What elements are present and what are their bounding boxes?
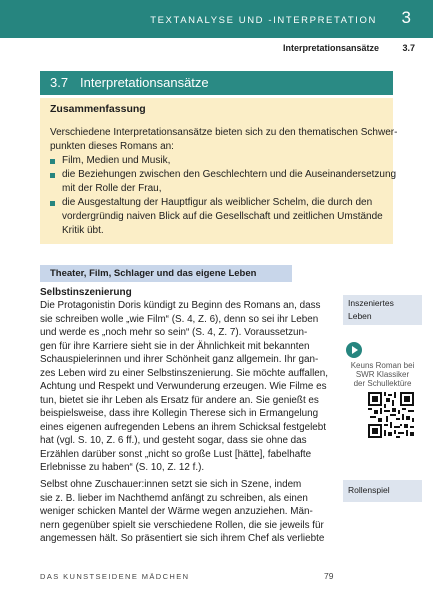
subsubsection-heading: Selbstinszenierung bbox=[40, 287, 132, 298]
summary-intro-line: Verschiedene Interpretationsansätze bieten sich zu den thematischen Schwer- bbox=[50, 127, 398, 138]
chapter-label: TEXTANALYSE UND -INTERPRETATION bbox=[150, 15, 377, 26]
chapter-number: 3 bbox=[401, 8, 411, 27]
qr-caption-line: Keuns Roman bei bbox=[350, 361, 415, 370]
qr-caption-line: der Schullektüre bbox=[353, 379, 412, 388]
qr-caption bbox=[343, 361, 422, 388]
margin-note-text: Leben bbox=[348, 311, 372, 321]
play-icon[interactable] bbox=[346, 342, 362, 358]
body-text-line: sie schreiben wolle „wie Film“ (S. 4, Z. 6), denn so sei ihr Leben bbox=[40, 313, 319, 325]
body-text-line: gen für ihre Karriere sieht sie in der Ähnlichkeit mit bekannten bbox=[40, 340, 310, 352]
summary-heading: Zusammenfassung bbox=[50, 103, 146, 115]
margin-note-text: Rollenspiel bbox=[348, 485, 390, 495]
qr-caption-line: SWR Klassiker bbox=[355, 370, 410, 379]
subsection-heading: Theater, Film, Schlager und das eigene Leben bbox=[50, 268, 257, 279]
body-text-line: zes Leben wird zu einer Selbstinszenierung. Sie möchte auffallen, bbox=[40, 367, 329, 379]
body-text-line: angemessen hält. So präsentiert sie sich ihrem Chef als verliebte bbox=[40, 533, 325, 544]
summary-bullet-line: die Ausgestaltung der Hauptfigur als weiblicher Schelm, die durch den bbox=[62, 197, 373, 208]
body-text-line: sie z. B. lieber im Nachthemd anfängt zu schreiben, als einen bbox=[40, 492, 308, 504]
summary-bullet-line: vordergründig naiven Blick auf die Gesellschaft und zeitlichen Umstände bbox=[62, 211, 383, 222]
bullet-square-icon bbox=[50, 173, 55, 178]
body-text-line: hat (vgl. S. 10, Z. 6 ff.), und gesteht sogar, dass sie ohne das bbox=[40, 435, 307, 446]
summary-box bbox=[40, 98, 398, 244]
section-title-number: 3.7 bbox=[50, 75, 69, 90]
running-section-number: 3.7 bbox=[402, 43, 415, 53]
bullet-square-icon bbox=[50, 159, 55, 164]
section-title-bar bbox=[40, 71, 393, 95]
page-number: 79 bbox=[324, 571, 334, 581]
margin-note bbox=[343, 480, 422, 502]
margin-note-text: Inszeniertes bbox=[348, 298, 394, 308]
chapter-header-band bbox=[0, 0, 433, 38]
body-text-line: eines eigenen aufregenden Lebens an ihrem Schicksal festgelebt bbox=[40, 421, 327, 433]
body-text-line: Erzählen darüber sonst „nicht so große Lust [hätte], fabelhafte bbox=[40, 448, 312, 460]
footer-book-title: DAS KUNSTSEIDENE MÄDCHEN bbox=[40, 572, 190, 581]
body-text-line: und werde es „noch mehr so sein“ (S. 4, Z. 7). Voraussetzun- bbox=[40, 327, 308, 338]
body-text-line: Die Protagonistin Doris kündigt zu Beginn des Romans an, dass bbox=[40, 300, 321, 311]
body-text-line: Erlebnisse zu haben“ (S. 10, Z. 12 f.). bbox=[40, 462, 205, 473]
summary-bullet-line: die Beziehungen zwischen den Geschlechtern und die Auseinandersetzung bbox=[62, 169, 397, 180]
body-text-line: weniger schicken Mantel der Wärme wegen anzuziehen. Män- bbox=[40, 506, 313, 517]
body-text-line: Achtung und Respekt und Verwunderung erzeugen. Wie Filme es bbox=[40, 381, 327, 392]
bullet-square-icon bbox=[50, 201, 55, 206]
summary-bullet-line: Kritik übt. bbox=[62, 225, 104, 236]
qr-code-graphic bbox=[368, 392, 414, 438]
body-text-line: beispielsweise, dass ihre Kollegin Therese sich in Ermangelung bbox=[40, 408, 319, 419]
body-text-line: nern gegenüber spielt sie verschiedene Rollen, die sie jeweils für bbox=[40, 519, 324, 531]
body-text-line: Selbst ohne Zuschauer:innen setzt sie sich in Szene, indem bbox=[40, 479, 302, 490]
play-glyph-icon bbox=[346, 342, 362, 358]
running-section-label: Interpretationsansätze bbox=[282, 43, 379, 53]
margin-note bbox=[343, 295, 422, 325]
summary-bullet-line: Film, Medien und Musik, bbox=[62, 155, 171, 166]
body-text-line: tun, bietet sie ihr Leben als Ersatz für andere an. Sie genießt es bbox=[40, 394, 319, 406]
summary-bullet-line: mit der Rolle der Frau, bbox=[62, 183, 162, 194]
subsection-heading-bar bbox=[40, 265, 292, 282]
qr-code-icon[interactable] bbox=[368, 392, 414, 438]
summary-intro-line: punkten dieses Romans an: bbox=[50, 141, 174, 152]
body-text-line: Schauspielerinnen und ihrer Schönheit ganz allgemein. Ihr gan- bbox=[40, 354, 319, 365]
section-title: Interpretationsansätze bbox=[80, 75, 209, 90]
